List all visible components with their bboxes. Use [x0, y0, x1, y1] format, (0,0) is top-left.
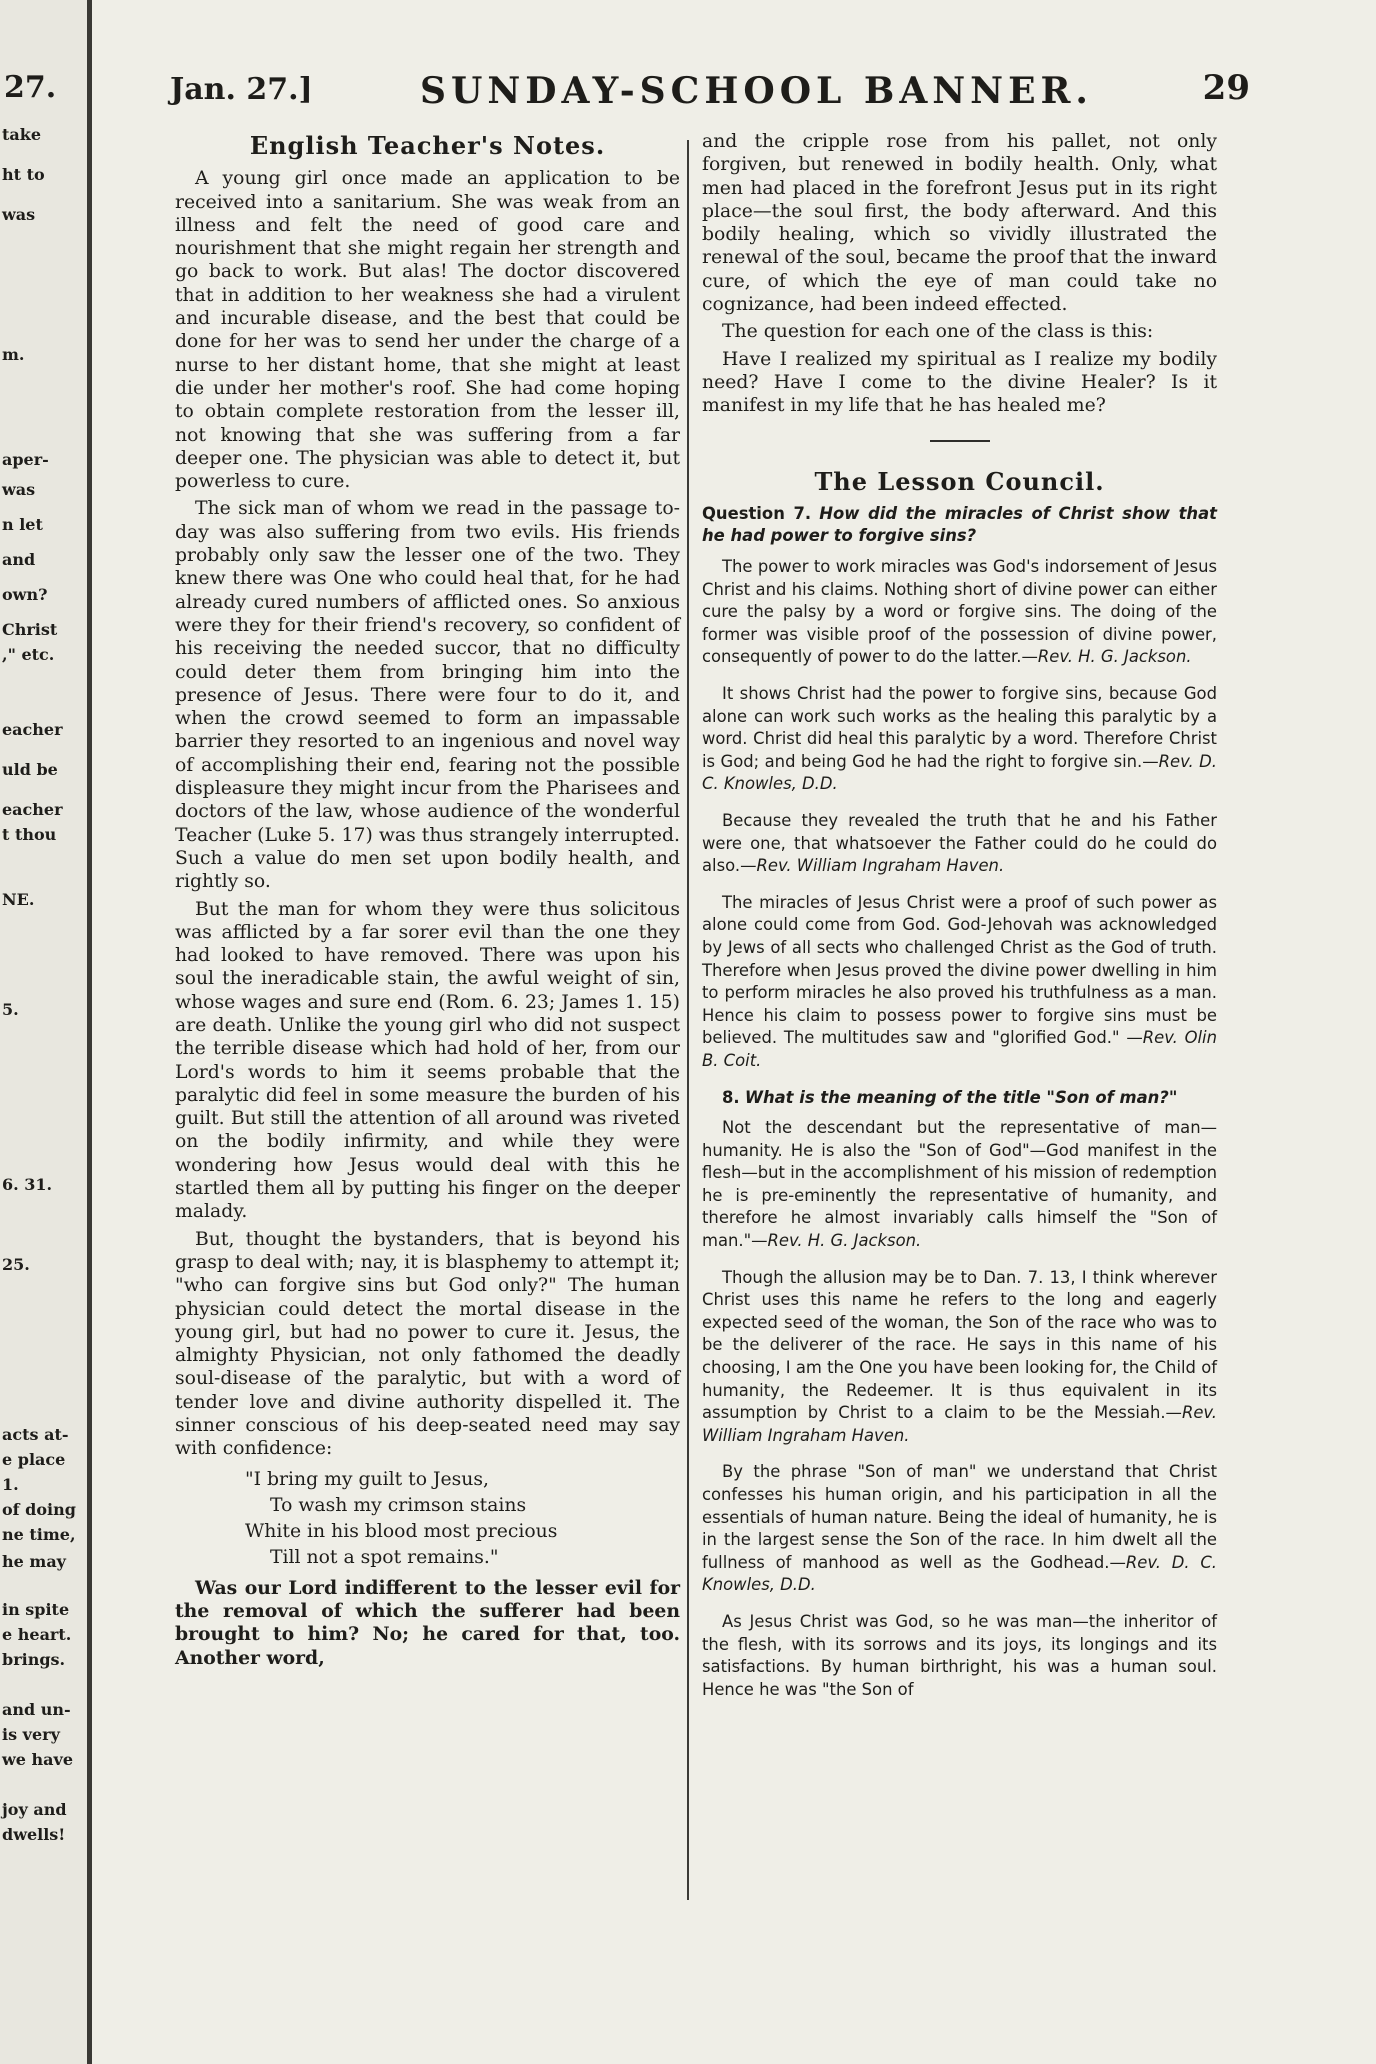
previous-page-fragment: take	[2, 125, 42, 144]
previous-page-fragment: and	[2, 550, 36, 569]
previous-page-fragment: was	[2, 205, 36, 224]
answer-text: Though the allusion may be to Dan. 7. 13, I think wherever Christ uses this name he refers to the long and eagerly expected seed of the woman, the Son of the race who was to be the deliverer of the race. He says in this name of his choosing, I am the One you have been looking for, the Child of humanity, the Redeemer. It is thus equivalent in its assumption by Christ to a claim to be the Messiah.—	[702, 1267, 1217, 1423]
answer-signature: Rev. D. C. Knowles, D.D.	[702, 751, 1217, 794]
previous-page-fragment: 25.	[2, 1255, 30, 1274]
question-text: How did the miracles of Christ show that he had power to forgive sins?	[702, 503, 1217, 546]
section-rule	[930, 440, 990, 442]
answer-signature: Rev. D. C. Knowles, D.D.	[702, 1552, 1218, 1595]
paragraph: Have I realized my spiritual as I realize my bodily need? Have I come to the divine Healer? Is it manifest in my life that he has healed me?	[702, 348, 1217, 417]
answer-text: By the phrase "Son of man" we understand that Christ confesses his human origin, and his participation in all the essentials of human nature. Being the ideal of humanity, he is in the largest sense the Son of the race. In him dwelt all the fullness of manhood as well as the Godhead.—	[702, 1462, 1217, 1572]
previous-page-fragment: NE.	[2, 890, 35, 909]
paragraph: A young girl once made an application to be received into a sanitarium. She was weak from an illness and felt the need of good care and nourishment that she might regain her strength and go back to work. But alas! The doctor discovered that in addition to her weakness she had a virulent and incurable disease, and the best that could be done for her was to send her under the charge of a nurse to her distant home, that she might at least die under her mother's roof. She had come hoping to obtain complete restoration from the lesser ill, not knowing that she was suffering from a far deeper one. The physician was able to detect it, but powerless to cure.	[175, 168, 680, 493]
previous-page-fragment: we have	[2, 1750, 73, 1769]
previous-page-fragment: is very	[2, 1725, 60, 1744]
answer-paragraph	[702, 1611, 1217, 1701]
previous-page-fragment: and un-	[2, 1700, 71, 1719]
paragraph: The question for each one of the class is this:	[722, 321, 1154, 343]
previous-page-fragment: eacher	[2, 720, 63, 739]
answer-paragraph	[702, 556, 1217, 669]
paragraph: But, thought the bystanders, that is beyond his grasp to deal with; nay, it is blasphemy to attempt it; "who can forgive sins but God only?" The human physician could detect the mortal disease in the young girl, but had no power to cure it. Jesus, the almighty Physician, not only fathomed the deadly soul-disease of the paralytic, but with a word of tender love and divine authority dispelled it. The sinner conscious of his deep-seated need may say with confidence:	[175, 1228, 680, 1460]
answer-text: As Jesus Christ was God, so he was man—the inheritor of the flesh, with its sorrows and its joys, its longings and its satisfactions. By human birthright, his was a human soul. Hence he was "the Son of	[702, 1611, 1217, 1699]
previous-page-fragment: 6. 31.	[2, 1175, 53, 1194]
previous-page-fragment: e place	[2, 1450, 66, 1469]
answer-signature: Rev. H. G. Jackson.	[1037, 647, 1192, 667]
previous-page-fragment: acts at-	[2, 1425, 69, 1444]
previous-page-fragment: ht to	[2, 165, 45, 184]
page-number: 29	[1202, 68, 1250, 108]
answer-text: It shows Christ had the power to forgive sins, because God alone can work such works as the healing this paralytic by a word. Christ did heal this paralytic by a word. Therefore Christ is God; and being God he had the right to forgive sin.—	[702, 684, 1217, 771]
verse-line: White in his blood most precious	[245, 1520, 558, 1542]
right-column	[702, 130, 1217, 1715]
question-text: What is the meaning of the title "Son of man?"	[744, 1087, 1178, 1107]
previous-page-fragment: ," etc.	[2, 645, 55, 664]
previous-page-fragment: of doing	[2, 1500, 76, 1519]
previous-page-fragment: brings.	[2, 1650, 66, 1669]
answer-signature: Rev. William Ingraham Haven.	[702, 1403, 1217, 1445]
previous-page-fragment: eacher	[2, 800, 63, 819]
teacher-notes-heading: English Teacher's Notes.	[249, 131, 606, 160]
paragraph: and the cripple rose from his pallet, not only forgiven, but renewed in bodily health. Only, what men had placed in the forefront Jesus put in its right place—the soul first, the body afterward. And this bodily healing, which so vividly illustrated the renewal of the soul, became the proof that the inward cure, of which the eye of man could take no cognizance, had been indeed effected.	[702, 131, 1217, 316]
question-label: 8.	[722, 1087, 740, 1107]
answer-signature: Rev. William Ingraham Haven.	[756, 856, 1005, 876]
previous-page-fragment: 5.	[2, 1000, 19, 1019]
previous-page-fragment: he may	[2, 1552, 66, 1571]
previous-page-fragment: n let	[2, 515, 43, 534]
answer-paragraph	[702, 1461, 1217, 1597]
previous-page-fragment: own?	[2, 585, 48, 604]
lesson-council-heading: The Lesson Council.	[814, 466, 1105, 496]
question-label: Question 7.	[702, 503, 812, 523]
page-header	[170, 68, 1250, 122]
page	[130, 60, 1290, 2020]
answer-signature: Rev. Olin B. Coit.	[702, 1028, 1217, 1070]
previous-page-strip	[0, 0, 92, 2064]
publication-title: SUNDAY-SCHOOL BANNER.	[420, 70, 1093, 112]
column-divider	[687, 140, 689, 1900]
previous-page-fragment: aper-	[2, 450, 49, 469]
previous-page-fragment: joy and	[2, 1800, 67, 1819]
paragraph: But the man for whom they were thus solicitous was afflicted by a far sorer evil than the one they had looked to have removed. There was upon his soul the ineradicable stain, the awful weight of sin, whose wages and sure end (Rom. 6. 23; James 1. 15) are death. Unlike the young girl who did not suspect the terrible disease which had hold of her, from our Lord's words to him it seems probable that the paralytic did feel in some measure the burden of his guilt. But still the attention of all around was riveted on the bodily infirmity, and while they were wondering how Jesus would deal with this he startled them all by putting his finger on the deeper malady.	[175, 898, 680, 1223]
answer-text: Because they revealed the truth that he and his Father were one, that whatsoever the Father could do he could do also.—	[702, 810, 1217, 876]
answer-text: The power to work miracles was God's indorsement of Jesus Christ and his claims. Nothing short of divine power can either cure the palsy by a word or forgive sins. The doing of the former was visible proof of the possession of divine power, consequently of power to do the latter.—	[702, 557, 1217, 667]
previous-page-number: 27.	[4, 70, 57, 105]
previous-page-fragment: Christ	[2, 620, 58, 639]
answer-paragraph	[702, 892, 1217, 1073]
paragraph: The sick man of whom we read in the passage to-day was also suffering from two evils. His friends probably only saw the lesser one of the two. They knew there was One who could heal that, for he had already cured numbers of afflicted ones. So anxious were they for their friend's recovery, so confident of his receiving the needed succor, that no difficulty could deter them from bringing him into the presence of Jesus. There were four to do it, and when the crowd seemed to form an impassable barrier they resorted to an ingenious and novel way of accomplishing their end, fearing not the possible displeasure they might incur from the Pharisees and doctors of the law, whose audience of the wonderful Teacher (Luke 5. 17) was thus strangely interrupted. Such a value do men set upon bodily health, and rightly so.	[175, 498, 680, 893]
verse-line: Till not a spot remains."	[270, 1546, 499, 1568]
answer-paragraph	[702, 683, 1217, 796]
hymn-verse	[245, 1467, 680, 1571]
previous-page-fragment: was	[2, 480, 36, 499]
header-date: Jan. 27.]	[170, 72, 313, 107]
previous-page-fragment: dwells!	[2, 1825, 66, 1844]
verse-line: To wash my crimson stains	[270, 1494, 527, 1516]
answer-paragraph	[702, 1267, 1217, 1448]
left-column	[175, 130, 680, 1674]
previous-page-fragment: 1.	[2, 1475, 19, 1494]
previous-page-fragment: m.	[2, 345, 25, 364]
answer-text: Not the descendant but the representative of man—humanity. He is also the "Son of God"—God manifest in the flesh—but in the accomplishment of his mission of redemption he is pre-eminently the representative of humanity, and therefore he almost invariably calls himself the "Son of man."—	[702, 1118, 1217, 1251]
verse-line: "I bring my guilt to Jesus,	[245, 1468, 489, 1490]
answer-paragraph	[702, 1117, 1217, 1253]
question-8	[702, 1087, 1217, 1110]
paragraph: Was our Lord indifferent to the lesser evil for the removal of which the sufferer had been brought to him? No; he cared for that, too. Another word,	[175, 1576, 680, 1669]
previous-page-fragment: e heart.	[2, 1625, 72, 1644]
question-7	[702, 503, 1217, 548]
answer-paragraph	[702, 810, 1217, 878]
previous-page-fragment: t thou	[2, 825, 57, 844]
previous-page-fragment: ne time,	[2, 1525, 76, 1544]
answer-text: The miracles of Jesus Christ were a proof of such power as alone could come from God. God-Jehovah was acknowledged by Jews of all sects who challenged Christ as the God of truth. Therefore when Jesus proved the divine power dwelling in him to perform miracles he also proved his truthfulness as a man. Hence his claim to possess power to forgive sins must be believed. The multitudes saw and "glorified God." —	[702, 892, 1217, 1048]
previous-page-fragment: in spite	[2, 1600, 70, 1619]
previous-page-fragment: uld be	[2, 760, 58, 779]
answer-signature: Rev. H. G. Jackson.	[767, 1231, 922, 1251]
